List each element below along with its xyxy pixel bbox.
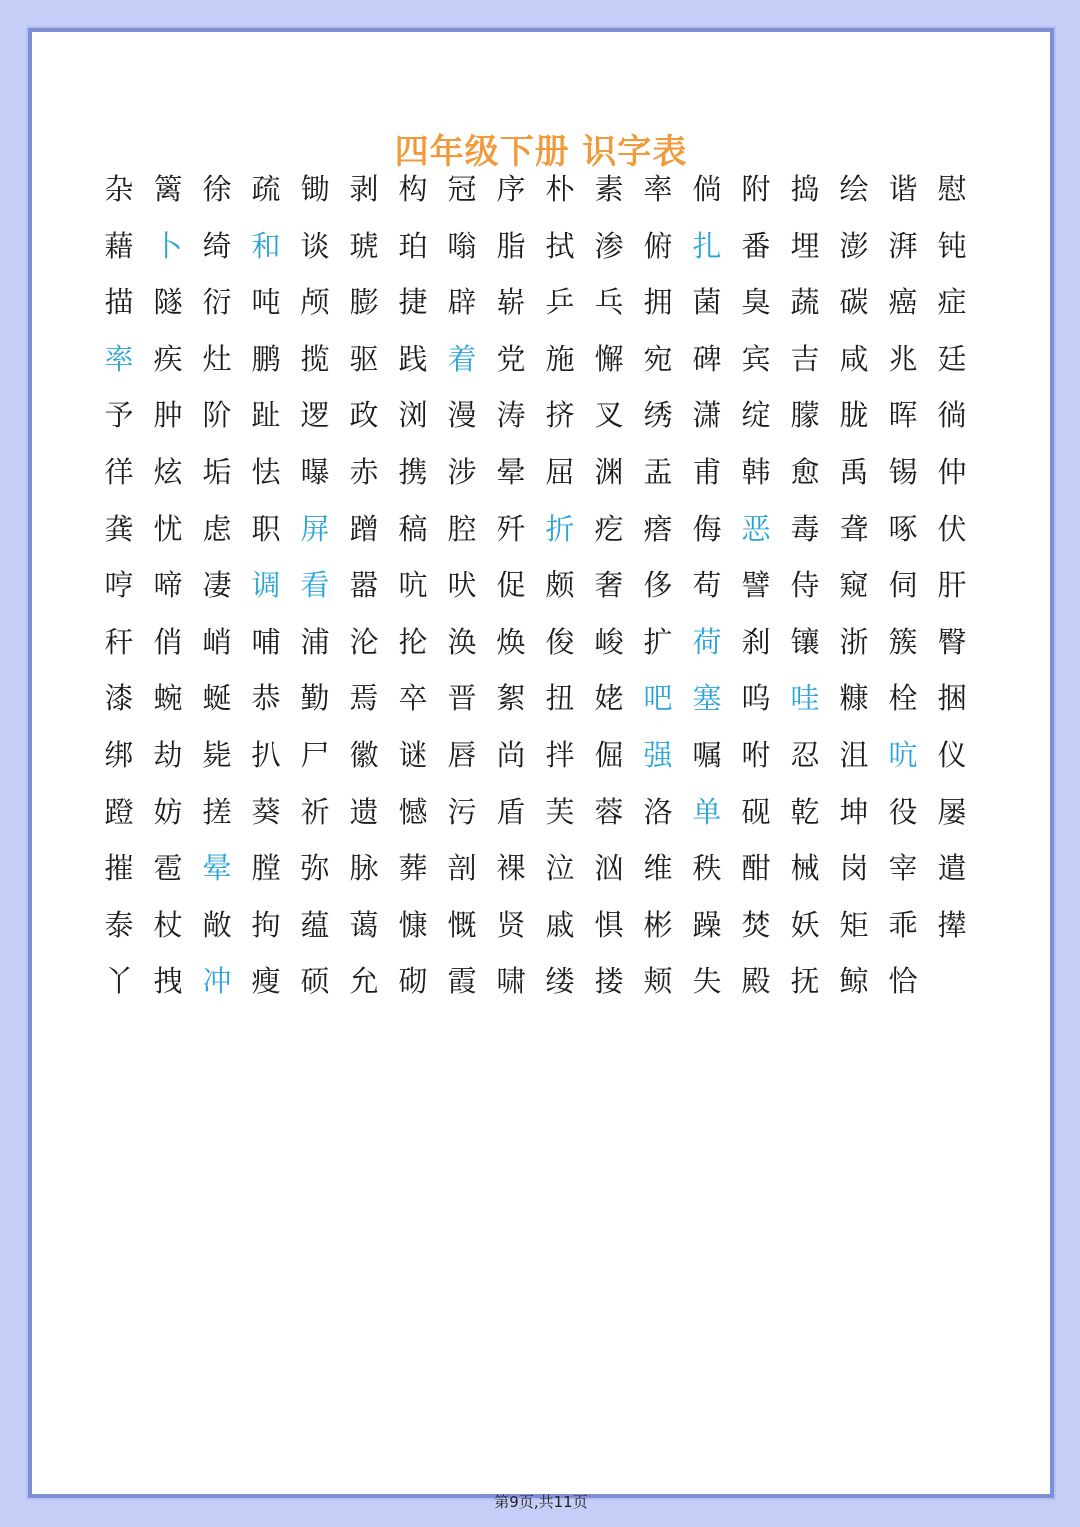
highlighted-character: 恶 xyxy=(741,511,771,546)
character: 炫 xyxy=(153,455,183,489)
character: 戚 xyxy=(545,907,575,942)
character: 贤 xyxy=(496,907,526,942)
character: 浙 xyxy=(839,624,869,659)
character: 琥 xyxy=(349,228,379,263)
character: 葵 xyxy=(251,794,281,829)
character: 冠 xyxy=(447,172,477,206)
character: 蔬 xyxy=(790,285,820,320)
character: 宛 xyxy=(643,341,673,376)
character: 侈 xyxy=(643,568,673,603)
character: 晋 xyxy=(447,681,477,716)
character: 奢 xyxy=(594,568,624,603)
character: 膛 xyxy=(251,851,281,886)
character: 吉 xyxy=(790,341,820,376)
character: 篱 xyxy=(153,172,183,206)
character: 曝 xyxy=(300,455,330,489)
character: 葬 xyxy=(398,851,428,886)
character: 揽 xyxy=(300,341,330,376)
character: 颅 xyxy=(300,285,330,320)
character: 裸 xyxy=(496,851,526,886)
character: 绑 xyxy=(104,738,134,772)
character: 胧 xyxy=(839,398,869,433)
character: 龚 xyxy=(104,511,134,546)
character: 缕 xyxy=(545,964,575,999)
character: 哺 xyxy=(251,624,281,659)
character: 驱 xyxy=(349,341,379,376)
character: 附 xyxy=(741,172,771,206)
character: 臀 xyxy=(937,624,967,659)
character: 杂 xyxy=(104,172,134,206)
character: 毒 xyxy=(790,511,820,546)
character: 蕴 xyxy=(300,907,330,942)
character: 砚 xyxy=(741,794,771,829)
character: 疾 xyxy=(153,341,183,376)
character: 予 xyxy=(104,398,134,433)
highlighted-character: 屏 xyxy=(300,511,330,546)
character: 描 xyxy=(104,285,134,320)
character: 殿 xyxy=(741,964,771,999)
character: 呜 xyxy=(741,681,771,716)
character: 咐 xyxy=(741,738,771,772)
character: 构 xyxy=(398,172,428,206)
character: 澎 xyxy=(839,228,869,263)
character: 漆 xyxy=(104,681,134,716)
character: 簇 xyxy=(888,624,918,659)
character: 崭 xyxy=(496,285,526,320)
character: 疙 xyxy=(594,511,624,546)
character: 恰 xyxy=(888,964,918,999)
character: 凄 xyxy=(202,568,232,603)
highlighted-character: 晕 xyxy=(202,851,232,886)
character: 施 xyxy=(545,341,575,376)
character: 搓 xyxy=(202,794,232,829)
character: 甫 xyxy=(692,455,722,489)
character: 谜 xyxy=(398,738,428,772)
character: 慨 xyxy=(447,907,477,942)
character: 雹 xyxy=(153,851,183,886)
character: 侮 xyxy=(692,511,722,546)
character: 涛 xyxy=(496,398,526,433)
character: 苟 xyxy=(692,568,722,603)
character: 抚 xyxy=(790,964,820,999)
character: 涣 xyxy=(447,624,477,659)
character: 践 xyxy=(398,341,428,376)
character: 叉 xyxy=(594,398,624,433)
character: 乖 xyxy=(888,907,918,942)
character: 彬 xyxy=(643,907,673,942)
character: 秩 xyxy=(692,851,722,886)
character: 珀 xyxy=(398,228,428,263)
character: 职 xyxy=(251,511,281,546)
character: 扭 xyxy=(545,681,575,716)
character: 焚 xyxy=(741,907,771,942)
character: 拌 xyxy=(545,738,575,772)
character: 浦 xyxy=(300,624,330,659)
character: 坤 xyxy=(839,794,869,829)
character: 党 xyxy=(496,341,526,376)
character: 乒 xyxy=(545,285,575,320)
character: 妖 xyxy=(790,907,820,942)
character: 菌 xyxy=(692,285,722,320)
character: 韩 xyxy=(741,455,771,489)
character: 谐 xyxy=(888,172,918,206)
character: 挤 xyxy=(545,398,575,433)
character: 促 xyxy=(496,568,526,603)
character: 盾 xyxy=(496,794,526,829)
character: 嘱 xyxy=(692,738,722,772)
character: 徐 xyxy=(202,172,232,206)
character: 赤 xyxy=(349,455,379,489)
character: 姥 xyxy=(594,681,624,716)
character: 癌 xyxy=(888,285,918,320)
character: 趾 xyxy=(251,398,281,433)
character: 倘 xyxy=(692,172,722,206)
character: 镶 xyxy=(790,624,820,659)
character: 碳 xyxy=(839,285,869,320)
character: 衍 xyxy=(202,285,232,320)
character: 鹏 xyxy=(251,341,281,376)
character: 谈 xyxy=(300,228,330,263)
character: 譬 xyxy=(741,568,771,603)
character: 祈 xyxy=(300,794,330,829)
character: 浏 xyxy=(398,398,428,433)
character: 啸 xyxy=(496,964,526,999)
character: 俏 xyxy=(153,624,183,659)
character: 弥 xyxy=(300,851,330,886)
character: 矩 xyxy=(839,907,869,942)
character: 疏 xyxy=(251,172,281,206)
character: 政 xyxy=(349,398,379,433)
character: 勤 xyxy=(300,681,330,716)
character: 啼 xyxy=(153,568,183,603)
character: 砌 xyxy=(398,964,428,999)
character: 吠 xyxy=(447,568,477,603)
character: 岗 xyxy=(839,851,869,886)
character: 糠 xyxy=(839,681,869,716)
character: 阶 xyxy=(202,398,232,433)
character: 肿 xyxy=(153,398,183,433)
highlighted-character: 荷 xyxy=(692,624,722,659)
character: 垢 xyxy=(202,455,232,489)
character: 埋 xyxy=(790,228,820,263)
character: 剖 xyxy=(447,851,477,886)
character: 藉 xyxy=(104,228,134,263)
highlighted-character: 塞 xyxy=(692,681,722,716)
character: 绮 xyxy=(202,228,232,263)
character: 锄 xyxy=(300,172,330,206)
character: 泰 xyxy=(104,907,134,942)
character: 仪 xyxy=(937,738,967,772)
character: 鲸 xyxy=(839,964,869,999)
character: 捷 xyxy=(398,285,428,320)
character: 膨 xyxy=(349,285,379,320)
character: 歼 xyxy=(496,511,526,546)
character: 潇 xyxy=(692,398,722,433)
character: 焉 xyxy=(349,681,379,716)
character: 侍 xyxy=(790,568,820,603)
highlighted-character: 吭 xyxy=(888,738,918,772)
character: 晖 xyxy=(888,398,918,433)
character: 廷 xyxy=(937,341,967,376)
character: 絮 xyxy=(496,681,526,716)
character: 渗 xyxy=(594,228,624,263)
character: 碑 xyxy=(692,341,722,376)
character: 窥 xyxy=(839,568,869,603)
character: 脉 xyxy=(349,851,379,886)
character: 湃 xyxy=(888,228,918,263)
character: 遣 xyxy=(937,851,967,886)
character: 徉 xyxy=(104,455,134,489)
character: 徽 xyxy=(349,738,379,772)
character: 漫 xyxy=(447,398,477,433)
character: 恭 xyxy=(251,681,281,716)
character: 伏 xyxy=(937,511,967,546)
character: 宰 xyxy=(888,851,918,886)
highlighted-character: 卜 xyxy=(153,228,183,263)
character: 俯 xyxy=(643,228,673,263)
character: 蹭 xyxy=(349,511,379,546)
character: 逻 xyxy=(300,398,330,433)
character: 倔 xyxy=(594,738,624,772)
character: 允 xyxy=(349,964,379,999)
character: 脂 xyxy=(496,228,526,263)
character: 汹 xyxy=(594,851,624,886)
character: 撵 xyxy=(937,907,967,942)
character: 灶 xyxy=(202,341,232,376)
character: 啄 xyxy=(888,511,918,546)
character: 摧 xyxy=(104,851,134,886)
character: 扒 xyxy=(251,738,281,772)
highlighted-character: 率 xyxy=(104,341,134,376)
character: 俊 xyxy=(545,624,575,659)
character: 毙 xyxy=(202,738,232,772)
character: 搂 xyxy=(594,964,624,999)
character: 番 xyxy=(741,228,771,263)
character: 朴 xyxy=(545,172,575,206)
character: 锡 xyxy=(888,455,918,489)
character: 禹 xyxy=(839,455,869,489)
character: 杖 xyxy=(153,907,183,942)
character: 懈 xyxy=(594,341,624,376)
character: 沮 xyxy=(839,738,869,772)
highlighted-character: 和 xyxy=(251,228,281,263)
character: 携 xyxy=(398,455,428,489)
character: 剥 xyxy=(349,172,379,206)
character: 刹 xyxy=(741,624,771,659)
highlighted-character: 折 xyxy=(545,511,575,546)
character: 愈 xyxy=(790,455,820,489)
character: 乾 xyxy=(790,794,820,829)
character: 乓 xyxy=(594,285,624,320)
highlighted-character: 强 xyxy=(643,738,673,772)
character: 维 xyxy=(643,851,673,886)
highlighted-character: 扎 xyxy=(692,228,722,263)
character: 硕 xyxy=(300,964,330,999)
character: 卒 xyxy=(398,681,428,716)
character: 唇 xyxy=(447,738,477,772)
character: 拥 xyxy=(643,285,673,320)
character: 栓 xyxy=(888,681,918,716)
character: 涉 xyxy=(447,455,477,489)
character: 役 xyxy=(888,794,918,829)
character: 盂 xyxy=(643,455,673,489)
character: 尚 xyxy=(496,738,526,772)
character: 颇 xyxy=(545,568,575,603)
highlighted-character: 哇 xyxy=(790,681,820,716)
character: 屡 xyxy=(937,794,967,829)
character: 臭 xyxy=(741,285,771,320)
character: 瘩 xyxy=(643,511,673,546)
character: 秆 xyxy=(104,624,134,659)
character: 憾 xyxy=(398,794,428,829)
highlighted-character: 看 xyxy=(300,568,330,603)
character: 嗡 xyxy=(447,228,477,263)
character: 颊 xyxy=(643,964,673,999)
character: 敞 xyxy=(202,907,232,942)
character: 洛 xyxy=(643,794,673,829)
character: 械 xyxy=(790,851,820,886)
character: 隧 xyxy=(153,285,183,320)
character: 蜒 xyxy=(202,681,232,716)
character: 屈 xyxy=(545,455,575,489)
character: 腔 xyxy=(447,511,477,546)
character: 慰 xyxy=(937,172,967,206)
character: 辟 xyxy=(447,285,477,320)
highlighted-character: 冲 xyxy=(202,964,232,999)
character: 蜿 xyxy=(153,681,183,716)
character: 绣 xyxy=(643,398,673,433)
character: 朦 xyxy=(790,398,820,433)
character: 拭 xyxy=(545,228,575,263)
character: 酣 xyxy=(741,851,771,886)
character: 嚣 xyxy=(349,568,379,603)
highlighted-character: 着 xyxy=(447,341,477,376)
character: 咸 xyxy=(839,341,869,376)
character: 沦 xyxy=(349,624,379,659)
character: 芙 xyxy=(545,794,575,829)
character: 焕 xyxy=(496,624,526,659)
character: 劫 xyxy=(153,738,183,772)
character: 峭 xyxy=(202,624,232,659)
character: 污 xyxy=(447,794,477,829)
character: 惧 xyxy=(594,907,624,942)
character: 泣 xyxy=(545,851,575,886)
character: 吨 xyxy=(251,285,281,320)
character: 妨 xyxy=(153,794,183,829)
character: 躁 xyxy=(692,907,722,942)
character: 瘦 xyxy=(251,964,281,999)
character: 蔼 xyxy=(349,907,379,942)
character: 绽 xyxy=(741,398,771,433)
character: 伺 xyxy=(888,568,918,603)
character: 仲 xyxy=(937,455,967,489)
character: 渊 xyxy=(594,455,624,489)
character: 吭 xyxy=(398,568,428,603)
character: 捆 xyxy=(937,681,967,716)
highlighted-character: 调 xyxy=(251,568,281,603)
character: 素 xyxy=(594,172,624,206)
character: 尸 xyxy=(300,738,330,772)
character: 拘 xyxy=(251,907,281,942)
character: 拽 xyxy=(153,964,183,999)
character: 抡 xyxy=(398,624,428,659)
character: 霞 xyxy=(447,964,477,999)
character: 稿 xyxy=(398,511,428,546)
page-title: 四年级下册 识字表 xyxy=(394,132,688,172)
character: 失 xyxy=(692,964,722,999)
character: 蓉 xyxy=(594,794,624,829)
highlighted-character: 单 xyxy=(692,794,722,829)
character: 钝 xyxy=(937,228,967,263)
character: 忍 xyxy=(790,738,820,772)
character: 哼 xyxy=(104,568,134,603)
character: 遗 xyxy=(349,794,379,829)
character: 慷 xyxy=(398,907,428,942)
character: 蹬 xyxy=(104,794,134,829)
character: 丫 xyxy=(104,964,134,999)
character: 怯 xyxy=(251,455,281,489)
character: 症 xyxy=(937,285,967,320)
character: 兆 xyxy=(888,341,918,376)
character: 忧 xyxy=(153,511,183,546)
character: 虑 xyxy=(202,511,232,546)
character: 聋 xyxy=(839,511,869,546)
character: 扩 xyxy=(643,624,673,659)
page-footer: 第9页,共11页 xyxy=(494,1493,588,1511)
character: 晕 xyxy=(496,455,526,489)
character: 捣 xyxy=(790,172,820,206)
character: 峻 xyxy=(594,624,624,659)
character: 宾 xyxy=(741,341,771,376)
character: 肝 xyxy=(937,568,967,603)
character: 绘 xyxy=(839,172,869,206)
character: 率 xyxy=(643,172,673,206)
character: 徜 xyxy=(937,398,967,433)
character: 序 xyxy=(496,172,526,206)
highlighted-character: 吧 xyxy=(643,681,673,716)
